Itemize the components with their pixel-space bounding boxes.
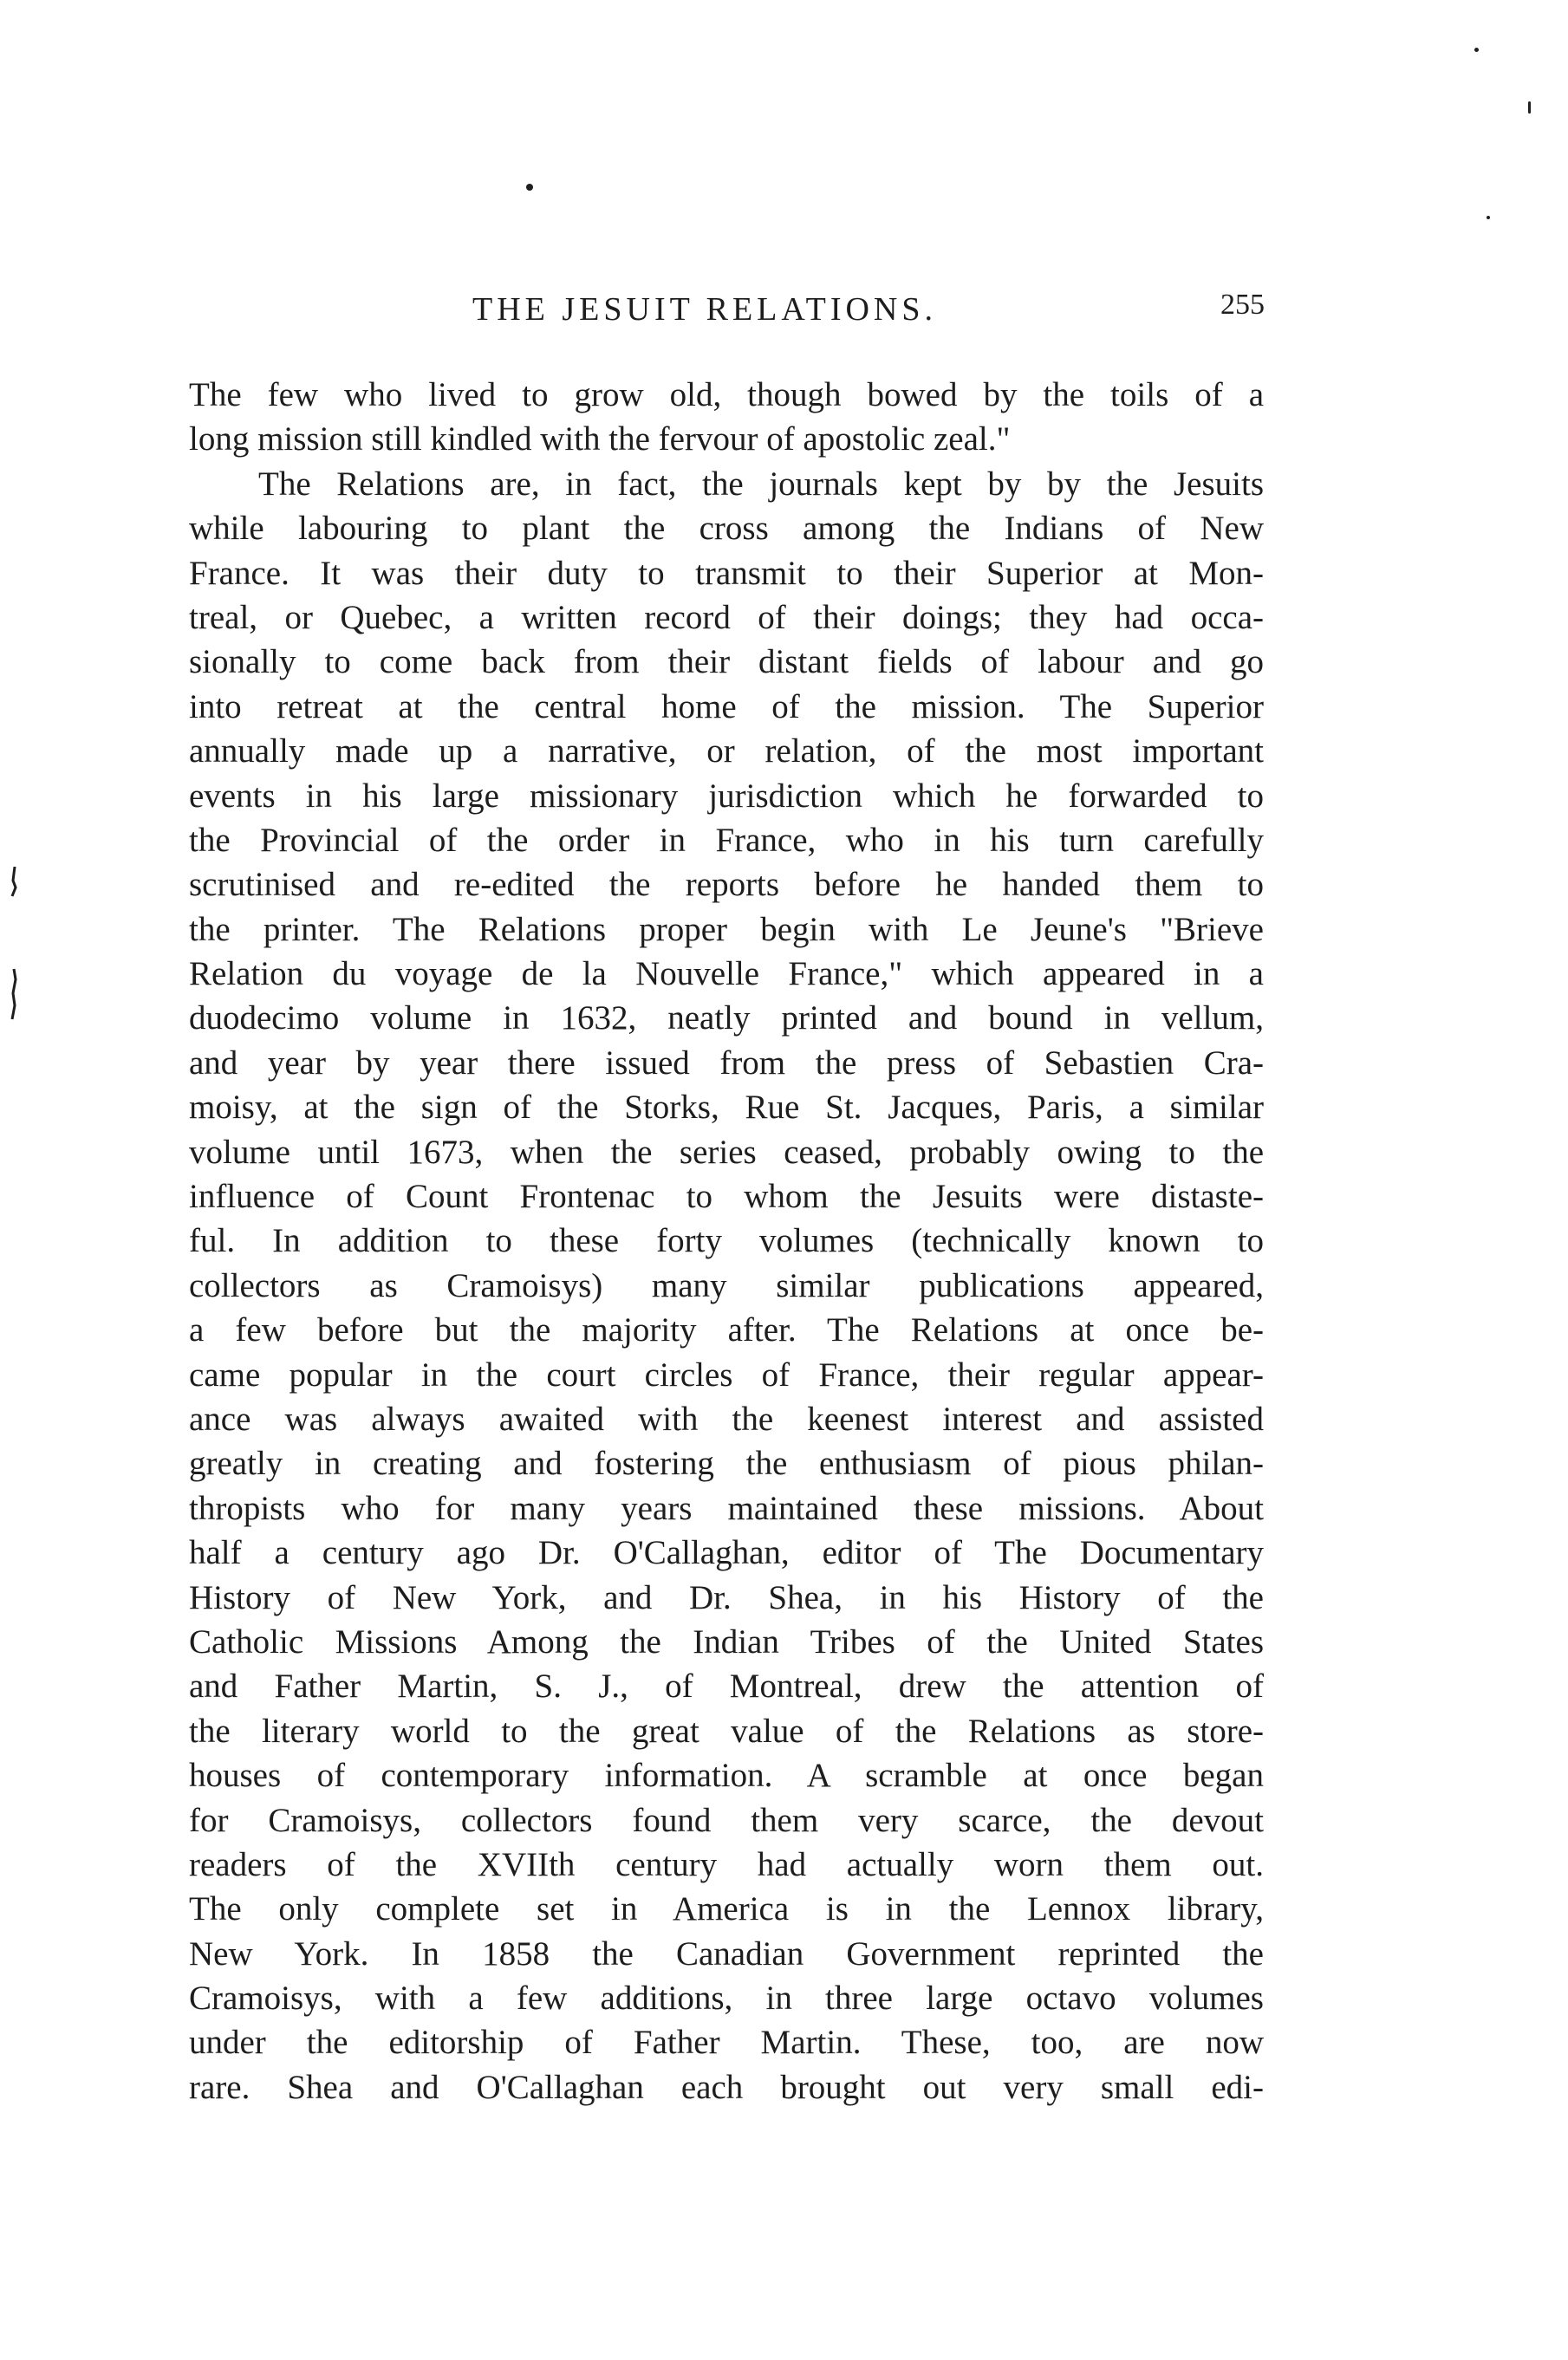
text-line: collectors as Cramoisys) many similar publications appeared, (189, 1266, 1264, 1304)
text-line: thropists who for many years maintained these missions. About (189, 1489, 1264, 1527)
text-line: France. It was their duty to transmit to their Superior at Mon- (189, 554, 1264, 592)
text-line: and Father Martin, S. J., of Montreal, drew the attention of (189, 1668, 1264, 1706)
running-head (0, 290, 1568, 342)
text-line: ance was always awaited with the keenest interest and assisted (189, 1400, 1264, 1438)
text-line: for Cramoisys, collectors found them very scarce, the devout (189, 1801, 1264, 1839)
text-line: Relation du voyage de la Nouvelle France," which appeared in a (189, 955, 1264, 993)
text-line: New York. In 1858 the Canadian Government reprinted the (189, 1934, 1264, 1973)
text-line: came popular in the court circles of France, their regular appear- (189, 1356, 1264, 1394)
body-text (189, 373, 1264, 2110)
text-line: the literary world to the great value of the Relations as store- (189, 1712, 1264, 1750)
text-line: influence of Count Frontenac to whom the Jesuits were distaste- (189, 1178, 1264, 1216)
text-line: events in his large missionary jurisdiction which he forwarded to (189, 777, 1264, 815)
text-line: The Relations are, in fact, the journals kept by by the Jesuits (258, 465, 1264, 503)
text-line: houses of contemporary information. A scramble at once began (189, 1757, 1264, 1795)
text-line: the printer. The Relations proper begin with Le Jeune's "Brieve (189, 910, 1264, 948)
text-line: readers of the XVIIth century had actually worn them out. (189, 1845, 1264, 1883)
ink-speck (1528, 101, 1531, 114)
page-number: 255 (1220, 289, 1265, 321)
margin-ink-marks (7, 867, 21, 1023)
text-line: duodecimo volume in 1632, neatly printed and bound in vellum, (189, 999, 1264, 1037)
text-line: treal, or Quebec, a written record of their doings; they had occa- (189, 598, 1264, 636)
text-line: greatly in creating and fostering the enthusiasm of pious philan- (189, 1445, 1264, 1483)
text-line: the Provincial of the order in France, who in his turn carefully (189, 821, 1264, 859)
running-head-title: THE JESUIT RELATIONS. (472, 291, 938, 328)
text-line: annually made up a narrative, or relation, of the most important (189, 732, 1264, 770)
ink-speck (526, 184, 533, 191)
text-line: into retreat at the central home of the mission. The Superior (189, 687, 1264, 725)
text-line: scrutinised and re-edited the reports before he handed them to (189, 866, 1264, 904)
text-line: Catholic Missions Among the Indian Tribes of the United States (189, 1622, 1264, 1661)
text-line: and year by year there issued from the press of Sebastien Cra- (189, 1043, 1264, 1082)
text-line: half a century ago Dr. O'Callaghan, editor of The Documentary (189, 1534, 1264, 1572)
text-line: rare. Shea and O'Callaghan each brought out very small edi- (189, 2068, 1264, 2106)
text-line: moisy, at the sign of the Storks, Rue St. Jacques, Paris, a similar (189, 1089, 1264, 1127)
text-line: long mission still kindled with the fervour of apostolic zeal." (189, 420, 1011, 458)
text-line: ful. In addition to these forty volumes (technically known to (189, 1222, 1264, 1260)
text-line: The only complete set in America is in the Lennox library, (189, 1890, 1264, 1928)
ink-speck (1474, 48, 1479, 52)
text-line: volume until 1673, when the series ceased, probably owing to the (189, 1133, 1264, 1171)
text-line: Cramoisys, with a few additions, in three large octavo volumes (189, 1980, 1264, 2018)
text-line: History of New York, and Dr. Shea, in his History of the (189, 1578, 1264, 1616)
text-line: sionally to come back from their distant fields of labour and go (189, 643, 1264, 681)
ink-speck (1487, 216, 1490, 219)
text-line: a few before but the majority after. The Relations at once be- (189, 1311, 1264, 1349)
text-line: while labouring to plant the cross among the Indians of New (189, 510, 1264, 548)
text-line: under the editorship of Father Martin. These, too, are now (189, 2024, 1264, 2062)
text-line: The few who lived to grow old, though bowed by the toils of a (189, 376, 1264, 413)
